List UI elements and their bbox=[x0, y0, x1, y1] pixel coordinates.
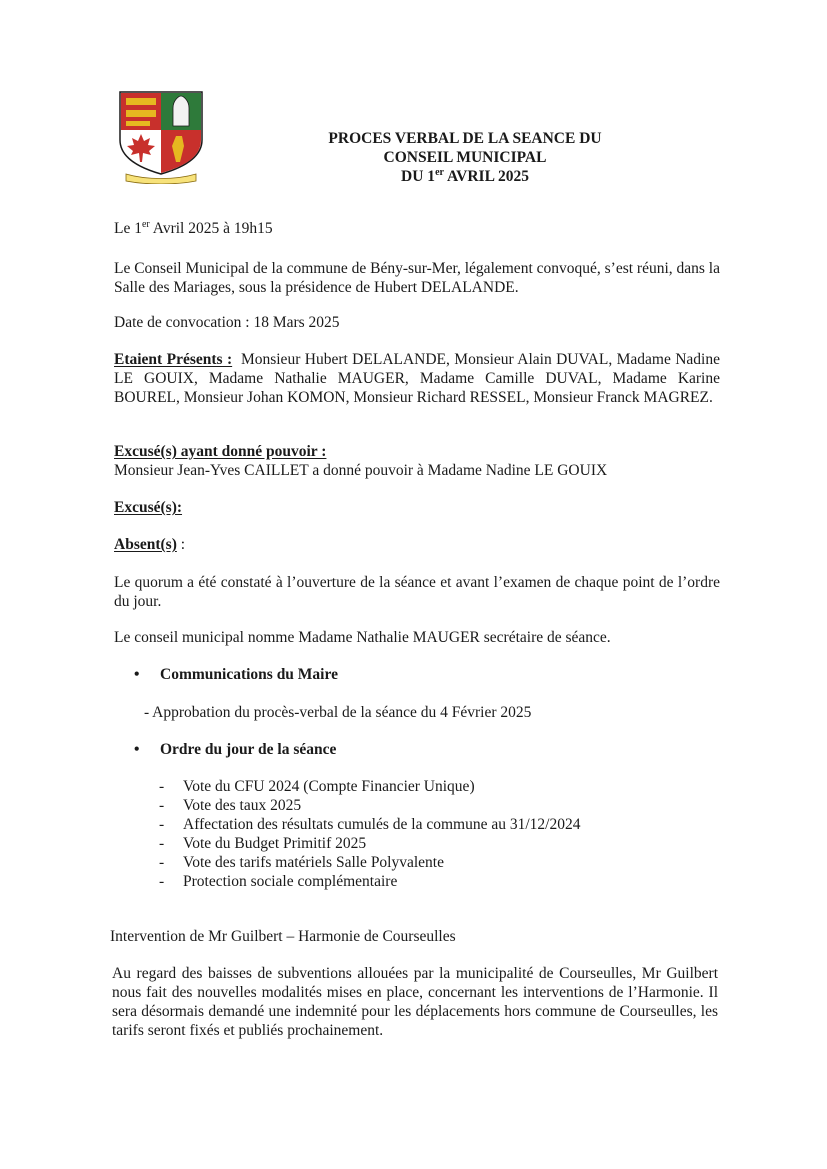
presents-list: Monsieur Hubert DELALANDE, Monsieur Alain DUVAL, Madame Nadine LE GOUIX, Madame Nathalie MAUGER, Madame Camille DUVAL, Madame Karine BOUREL, Monsieur Johan KOMON, Monsieur Richard RESSEL, Monsieur Franck MAGREZ. bbox=[114, 351, 720, 406]
ordre-du-jour-heading: Ordre du jour de la séance bbox=[160, 741, 337, 758]
list-item: - Vote du Budget Primitif 2025 bbox=[159, 835, 367, 852]
excuses-pouvoir-label: Excusé(s) ayant donné pouvoir : bbox=[114, 443, 327, 460]
presents-paragraph bbox=[114, 350, 720, 407]
bullet-icon: • bbox=[134, 666, 140, 683]
communications-item: - Approbation du procès-verbal de la séance du 4 Février 2025 bbox=[144, 704, 532, 721]
title-line-3: DU 1er AVRIL 2025 bbox=[401, 166, 529, 185]
communications-heading-row bbox=[134, 665, 338, 684]
coat-of-arms-icon bbox=[116, 88, 208, 184]
presents-label: Etaient Présents : bbox=[114, 351, 233, 368]
list-item: - Vote des tarifs matériels Salle Polyvalente bbox=[159, 854, 444, 871]
convocation-date: Date de convocation : 18 Mars 2025 bbox=[114, 314, 340, 331]
list-item: - Affectation des résultats cumulés de la commune au 31/12/2024 bbox=[159, 816, 581, 833]
intervention-title: Intervention de Mr Guilbert – Harmonie de Courseulles bbox=[110, 928, 456, 945]
quorum-paragraph: Le quorum a été constaté à l’ouverture de la séance et avant l’examen de chaque point de l’ordre du jour. bbox=[114, 574, 720, 610]
excuses-pouvoir-section bbox=[114, 442, 607, 480]
title-line-1: PROCES VERBAL DE LA SEANCE DU bbox=[328, 130, 602, 147]
absents-label: Absent(s) bbox=[114, 536, 177, 553]
list-item: - Vote du CFU 2024 (Compte Financier Unique) bbox=[159, 778, 475, 795]
secretary-paragraph: Le conseil municipal nomme Madame Nathalie MAUGER secrétaire de séance. bbox=[114, 629, 611, 646]
list-item: - Vote des taux 2025 bbox=[159, 797, 302, 814]
meeting-date: Le 1er Avril 2025 à 19h15 bbox=[114, 218, 273, 237]
list-item: - Protection sociale complémentaire bbox=[159, 873, 398, 890]
excuses-pouvoir-text: Monsieur Jean-Yves CAILLET a donné pouvoir à Madame Nadine LE GOUIX bbox=[114, 462, 608, 479]
commune-coat-of-arms-logo bbox=[116, 88, 208, 184]
communications-heading: Communications du Maire bbox=[160, 666, 338, 683]
intervention-paragraph: Au regard des baisses de subventions allouées par la municipalité de Courseulles, Mr Guilbert nous fait des nouvelles modalités mises en place, concernant les interventions de l’Harmonie. Il sera désormais demandé une indemnité pour les déplacements hors commune de Courseulles, les tarifs seront fixés et publiés prochainement. bbox=[112, 965, 718, 1039]
absents-section: Absent(s) : bbox=[114, 536, 186, 553]
excuses-label: Excusé(s): bbox=[114, 499, 183, 516]
intro-paragraph: Le Conseil Municipal de la commune de Bény-sur-Mer, légalement convoqué, s’est réuni, dans la Salle des Mariages, sous la présidence de Hubert DELALANDE. bbox=[114, 260, 720, 296]
ordre-du-jour-heading-row bbox=[134, 740, 336, 759]
ordre-du-jour-list bbox=[159, 777, 580, 891]
title-line-2: CONSEIL MUNICIPAL bbox=[383, 149, 547, 166]
bullet-icon: • bbox=[134, 741, 140, 758]
document-title bbox=[300, 129, 630, 186]
